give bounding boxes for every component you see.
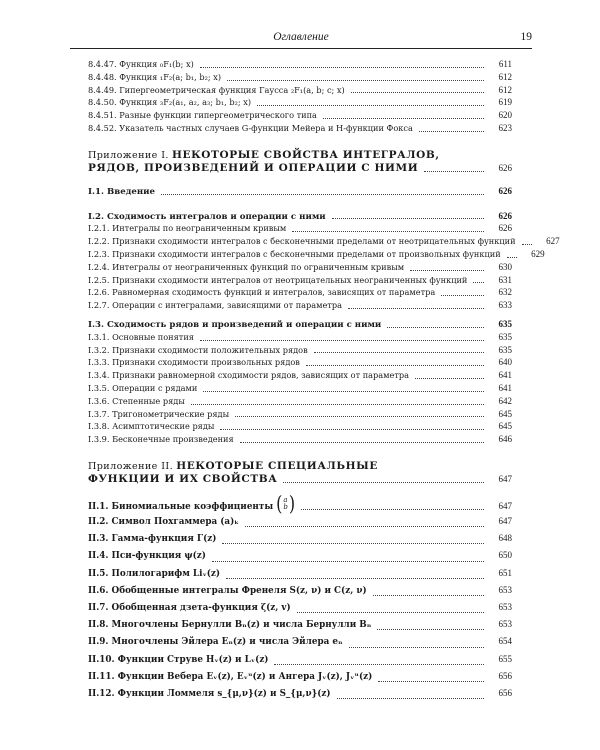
binomial-symbol: ( a b ): [276, 490, 296, 516]
toc-entry-page: 611: [498, 59, 512, 69]
leader-dots: [191, 403, 484, 405]
toc-entry-page: 632: [498, 287, 512, 298]
appendix-2-heading[interactable]: [88, 460, 512, 486]
binom-bottom: b: [283, 502, 288, 511]
leader-dots: [240, 441, 484, 443]
toc-content: [88, 58, 560, 702]
leader-dots: [226, 577, 484, 579]
toc-section-entry[interactable]: [88, 530, 512, 547]
toc-entry[interactable]: [88, 356, 512, 369]
toc-entry-label: II.9. Многочлены Эйлера Eₙ(z) и числа Эйлера eₙ: [88, 637, 343, 648]
toc-entry[interactable]: [88, 331, 512, 344]
toc-entry[interactable]: [88, 84, 512, 97]
toc-entry-page: 620: [498, 110, 512, 121]
leader-dots: [200, 66, 484, 68]
toc-entry-label: II.10. Функции Струве Hᵥ(z) и Lᵥ(z): [88, 654, 269, 665]
toc-entry-page: 626: [498, 185, 512, 196]
toc-section-entry[interactable]: [88, 490, 512, 516]
leader-dots: [323, 117, 484, 119]
toc-entry-label: II.4. Пси-функция ψ(z): [88, 551, 206, 562]
toc-entry-label: I.3.5. Операции с рядами: [88, 382, 198, 393]
binom-top: a: [283, 495, 288, 504]
leader-dots: [387, 326, 484, 328]
toc-entry-page: 641: [498, 370, 512, 381]
toc-section-entry[interactable]: [88, 513, 512, 530]
leader-dots: [507, 256, 517, 258]
toc-section-entry[interactable]: [88, 616, 512, 633]
toc-entry[interactable]: [88, 299, 512, 312]
toc-entry-label: II.2. Символ Похгаммера (a)ₖ: [88, 517, 239, 528]
toc-entry-page: 640: [498, 357, 512, 368]
running-header: [70, 28, 532, 49]
toc-entry-page: 648: [498, 533, 512, 544]
leader-dots: [351, 91, 484, 93]
toc-entry[interactable]: [88, 286, 512, 299]
appendix-2-title-line1: НЕКОТОРЫЕ СПЕЦИАЛЬНЫЕ: [176, 459, 378, 472]
toc-entry-label: I.3.2. Признаки сходимости положительных рядов: [88, 344, 308, 355]
toc-section-entry[interactable]: [88, 599, 512, 616]
toc-entry-label: I.2.6. Равномерная сходимость функций и интегралов, зависящих от параметра: [88, 287, 436, 298]
toc-entry-label: I.2.5. Признаки сходимости интегралов от неотрицательных неограниченных функций: [88, 274, 468, 285]
appendix-2-page: 647: [498, 473, 512, 484]
toc-entry[interactable]: [88, 344, 512, 357]
appendix-1-list: [88, 185, 560, 446]
appendix-1-title-line2: РЯДОВ, ПРОИЗВЕДЕНИЙ И ОПЕРАЦИИ С НИМИ: [88, 161, 419, 174]
toc-entry-label: 8.4.47. Функция ₀F₁(b; x): [88, 59, 194, 69]
toc-entry-label: 8.4.48. Функция ₁F₂(a; b₁, b₂; x): [88, 71, 222, 82]
toc-entry-page: 612: [498, 71, 512, 82]
toc-entry-label: II.8. Многочлены Бернулли Bₙ(z) и числа Бернулли Bₙ: [88, 620, 372, 631]
leader-dots: [349, 646, 484, 648]
leader-dots: [419, 130, 484, 132]
page-number: 19: [520, 31, 532, 43]
toc-section-entry[interactable]: [88, 565, 512, 582]
leader-dots: [245, 525, 484, 527]
toc-entry-page: 633: [498, 300, 512, 311]
leader-dots: [378, 680, 484, 682]
toc-entry-label: 8.4.49. Гипергеометрическая функция Гаусса ₂F₁(a, b; c; x): [88, 84, 345, 95]
leader-dots: [292, 230, 484, 232]
toc-entry-label: I.3.8. Асимптотические ряды: [88, 421, 215, 432]
toc-entry[interactable]: [88, 235, 560, 248]
leader-dots: [377, 628, 484, 630]
leader-dots: [373, 594, 484, 596]
toc-entry-page: 629: [531, 248, 545, 259]
toc-entry-page: 623: [498, 122, 512, 133]
leader-dots: [410, 269, 484, 271]
toc-entry-label: I.3.7. Тригонометрические ряды: [88, 408, 230, 419]
toc-entry-page: 645: [498, 408, 512, 419]
leader-dots: [415, 377, 484, 379]
toc-entry-label: II.6. Обобщенные интегралы Френеля S(z, ν) и C(z, ν): [88, 585, 367, 596]
leader-dots: [274, 663, 484, 665]
toc-entry-page: 651: [498, 567, 512, 578]
toc-section-entry[interactable]: [88, 685, 512, 702]
toc-section-entry[interactable]: [88, 582, 512, 599]
toc-entry-page: 647: [498, 516, 512, 527]
toc-entry-page: 653: [498, 602, 512, 613]
toc-entry-label: I.2. Сходимость интегралов и операции с ними: [88, 211, 326, 222]
toc-entry-page: 642: [498, 395, 512, 406]
toc-entry[interactable]: [88, 109, 512, 122]
toc-entry-label: 8.4.51. Разные функции гипергеометрического типа: [88, 110, 317, 121]
toc-entry-page: 630: [498, 261, 512, 272]
appendix-1-prefix: Приложение I.: [88, 149, 169, 161]
toc-entry-page: 631: [498, 274, 512, 285]
leader-dots: [348, 307, 484, 309]
toc-entry-label: II.12. Функции Ломмеля s_{μ,ν}(z) и S_{μ,ν}(z): [88, 688, 331, 699]
toc-entry-page: 627: [546, 236, 560, 247]
leader-dots: [161, 193, 484, 195]
leader-dots: [424, 170, 484, 172]
toc-entry[interactable]: [88, 248, 545, 261]
leader-dots: [314, 351, 484, 353]
toc-entry[interactable]: [88, 274, 512, 287]
toc-entry[interactable]: [88, 261, 512, 274]
leader-dots: [301, 508, 484, 510]
toc-section-entry[interactable]: [88, 318, 512, 331]
toc-entry-label: II.5. Полилогарифм Liᵥ(z): [88, 568, 221, 579]
toc-entry[interactable]: [88, 420, 512, 433]
toc-section-entry[interactable]: [88, 547, 512, 564]
toc-entry[interactable]: [88, 408, 512, 421]
leader-dots: [203, 390, 484, 392]
leader-dots: [297, 611, 484, 613]
toc-entry-page: 653: [498, 584, 512, 595]
toc-section-entry[interactable]: [88, 185, 512, 198]
leader-dots: [441, 294, 484, 296]
appendix-2-list: [88, 490, 512, 702]
toc-entry-page: 619: [498, 97, 512, 108]
leader-dots: [212, 560, 484, 562]
toc-entry[interactable]: [88, 71, 512, 84]
appendix-2-prefix: Приложение II.: [88, 460, 174, 472]
toc-entry-page: 641: [498, 382, 512, 393]
toc-entry-page: 645: [498, 421, 512, 432]
toc-entry[interactable]: [88, 96, 512, 109]
toc-section-entry[interactable]: [88, 210, 512, 223]
toc-entry-label: I.2.3. Признаки сходимости интегралов с бесконечными пределами от произвольных функций: [88, 248, 501, 259]
toc-entry-page: 612: [498, 84, 512, 95]
toc-entry-page: 653: [498, 619, 512, 630]
toc-entry-label: I.2.4. Интегралы от неограниченных функций по ограниченным кривым: [88, 261, 405, 272]
toc-entry-page: 647: [498, 500, 512, 511]
toc-entry-page: 655: [498, 653, 512, 664]
toc-entry-label: II.3. Гамма-функция Γ(z): [88, 534, 217, 545]
leader-dots: [473, 281, 484, 283]
section-8-list: [88, 58, 512, 135]
toc-entry-page: 650: [498, 550, 512, 561]
toc-entry-label: I.2.7. Операции с интегралами, зависящими от параметра: [88, 300, 343, 311]
leader-dots: [220, 428, 484, 430]
appendix-1-page: 626: [498, 162, 512, 173]
toc-entry[interactable]: [88, 58, 512, 71]
appendix-2-title-line2: ФУНКЦИИ И ИХ СВОЙСТВА: [88, 472, 278, 485]
leader-dots: [332, 217, 484, 219]
toc-entry-page: 635: [498, 344, 512, 355]
toc-entry-page: 656: [498, 670, 512, 681]
toc-entry-label: I.2.2. Признаки сходимости интегралов с бесконечными пределами от неотрицательных функций: [88, 236, 516, 247]
toc-entry-label: I.3.6. Степенные ряды: [88, 395, 185, 406]
toc-entry-label: I.2.1. Интегралы по неограниченным кривым: [88, 223, 287, 234]
leader-dots: [200, 339, 484, 341]
toc-entry[interactable]: [88, 369, 512, 382]
toc-entry-page: 626: [498, 210, 512, 221]
toc-entry[interactable]: [88, 395, 512, 408]
leader-dots: [257, 104, 484, 106]
toc-entry-page: 626: [498, 223, 512, 234]
toc-entry-label: II.11. Функции Вебера Eᵥ(z), Eᵥᵘ(z) и Ангера Jᵥ(z), Jᵥᵘ(z): [88, 671, 373, 682]
leader-dots: [235, 415, 484, 417]
toc-entry[interactable]: [88, 382, 512, 395]
appendix-1-title-line1: НЕКОТОРЫЕ СВОЙСТВА ИНТЕГРАЛОВ,: [172, 148, 440, 161]
toc-section-entry[interactable]: [88, 633, 512, 650]
toc-entry-label: II.7. Обобщенная дзета-функция ζ(z, v): [88, 603, 291, 614]
toc-entry-page: 654: [498, 636, 512, 647]
leader-dots: [306, 364, 484, 366]
toc-entry[interactable]: [88, 222, 512, 235]
toc-entry-label: I.3.3. Признаки сходимости произвольных рядов: [88, 357, 300, 368]
toc-entry-page: 656: [498, 687, 512, 698]
toc-entry-page: 635: [498, 331, 512, 342]
toc-entry-label: 8.4.52. Указатель частных случаев G-функции Мейера и H-функции Фокса: [88, 122, 413, 133]
toc-entry[interactable]: [88, 122, 512, 135]
toc-entry-page: 635: [498, 318, 512, 329]
toc-entry-label: I.3.9. Бесконечные произведения: [88, 434, 234, 445]
toc-entry-label: I.1. Введение: [88, 186, 156, 197]
toc-entry-page: 646: [498, 434, 512, 445]
appendix-1-heading[interactable]: [88, 149, 512, 175]
running-header-title: Оглавление: [273, 31, 329, 43]
toc-entry-label: 8.4.50. Функция ₃F₂(a₁, a₂, a₃; b₁, b₂; x): [88, 97, 252, 108]
leader-dots: [337, 697, 484, 699]
toc-entry-label: I.3. Сходимость рядов и произведений и операции с ними: [88, 319, 382, 330]
toc-entry-label: II.1. Биномиальные коэффициенты: [88, 501, 274, 512]
leader-dots: [283, 481, 484, 483]
toc-section-entry[interactable]: [88, 651, 512, 668]
toc-entry[interactable]: [88, 433, 512, 446]
toc-section-entry[interactable]: [88, 668, 512, 685]
leader-dots: [227, 79, 484, 81]
leader-dots: [522, 243, 532, 245]
leader-dots: [222, 542, 484, 544]
toc-entry-label: I.3.4. Признаки равномерной сходимости рядов, зависящих от параметра: [88, 370, 410, 381]
toc-entry-label: I.3.1. Основные понятия: [88, 331, 194, 342]
